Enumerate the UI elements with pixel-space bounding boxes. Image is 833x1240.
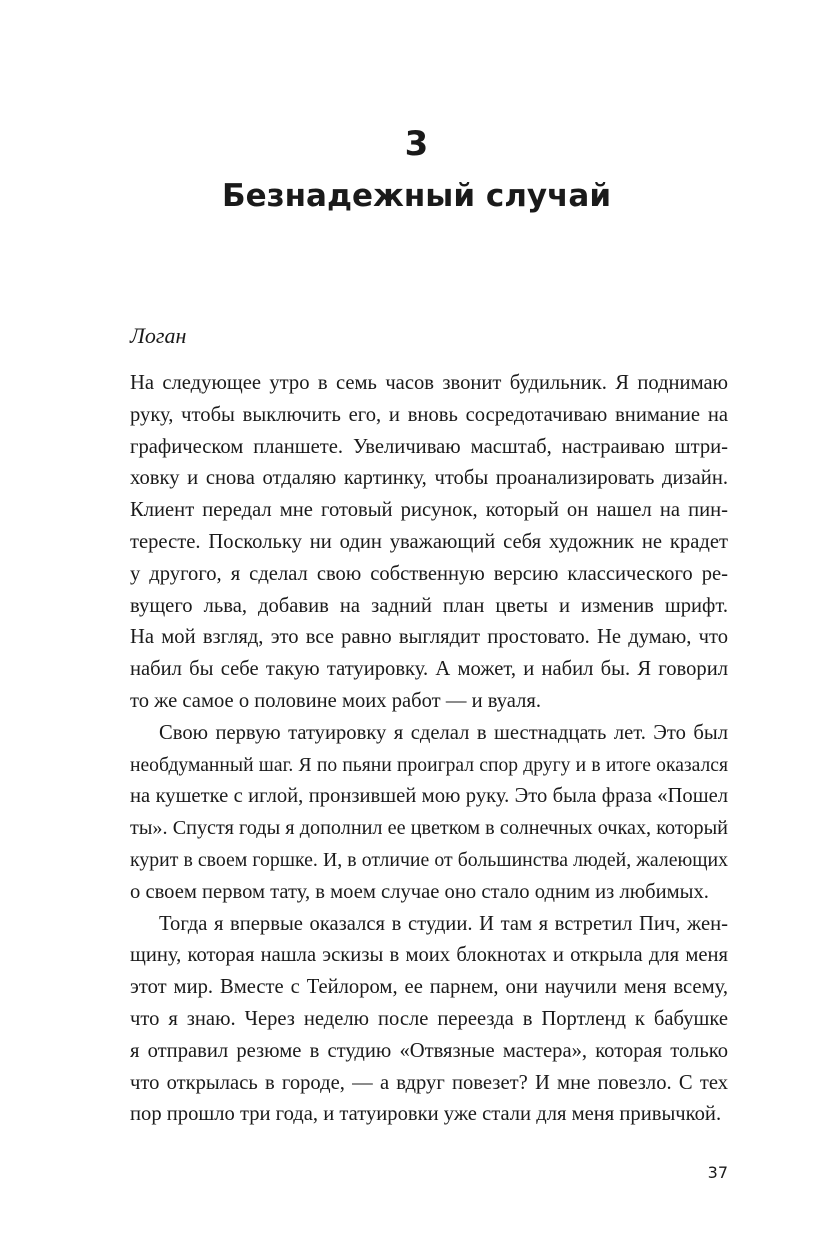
chapter-number: 3: [404, 124, 429, 164]
text-line: набил бы себе такую татуировку. А может, и набил бы. Я говорил: [130, 658, 728, 681]
text-line: ты». Спустя годы я дополнил ее цветком в солнечных очках, который: [130, 817, 728, 840]
text-line: вущего льва, добавив на задний план цветы и изменив шрифт.: [130, 594, 728, 617]
text-line: графическом планшете. Увеличиваю масштаб, настраиваю штри-: [130, 435, 728, 458]
text-line: щину, которая нашла эскизы в моих блокнотах и открыла для меня: [130, 944, 728, 967]
text-line: у другого, я сделал свою собственную версию классического ре-: [130, 562, 728, 585]
text-line: необдуманный шаг. Я по пьяни проиграл спор другу и в итоге оказался: [130, 754, 728, 776]
narrator-name: Логан: [130, 323, 187, 348]
text-line: ховку и снова отдаляю картинку, чтобы проанализировать дизайн.: [130, 467, 728, 490]
text-line: то же самое о половине моих работ — и вуаля.: [130, 689, 541, 712]
text-line: пор прошло три года, и татуировки уже стали для меня привычкой.: [130, 1103, 722, 1126]
chapter-title: Безнадежный случай: [221, 178, 612, 214]
text-line: курит в своем горшке. И, в отличие от большинства людей, жалеющих: [130, 848, 728, 871]
text-line: Клиент передал мне готовый рисунок, который он нашел на пин-: [130, 499, 728, 522]
page-number: 37: [707, 1163, 728, 1182]
text-line: что открылась в городе, — а вдруг повезет? И мне повезло. С тех: [130, 1071, 728, 1094]
text-line: что я знаю. Через неделю после переезда в Портленд к бабушке: [130, 1007, 728, 1030]
text-line: этот мир. Вместе с Тейлором, ее парнем, они научили меня всему,: [130, 976, 728, 999]
text-line: Свою первую татуировку я сделал в шестнадцать лет. Это был: [159, 721, 728, 744]
text-line: я отправил резюме в студию «Отвязные мастера», которая только: [130, 1039, 728, 1062]
text-line: На мой взгляд, это все равно выглядит простовато. Не думаю, что: [130, 626, 728, 649]
text-line: На следующее утро в семь часов звонит будильник. Я поднимаю: [130, 372, 728, 394]
text-line: тересте. Поскольку ни один уважающий себя художник не крадет: [130, 530, 728, 553]
text-line: на кушетке с иглой, пронзившей мою руку. Это была фраза «Пошел: [130, 785, 728, 808]
text-line: руку, чтобы выключить его, и вновь сосредотачиваю внимание на: [130, 403, 728, 426]
chapter-body: [130, 368, 728, 1131]
text-line: Тогда я впервые оказался в студии. И там я встретил Пич, жен-: [159, 912, 728, 935]
text-line: о своем первом тату, в моем случае оно стало одним из любимых.: [130, 880, 709, 903]
